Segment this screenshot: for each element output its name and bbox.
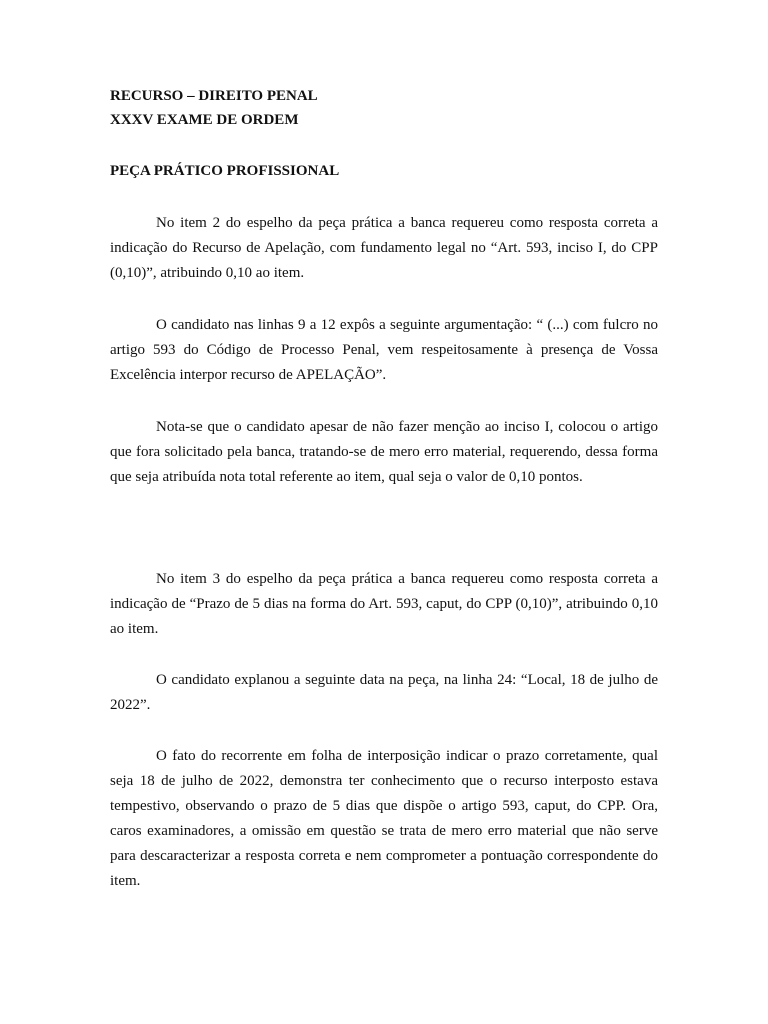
paragraph-item-3-requirement: No item 3 do espelho da peça prática a banca requereu como resposta correta a indicação de “Prazo de 5 dias na forma do Art. 593, caput, do CPP (0,10)”, atribuindo 0,10 ao item. — [110, 571, 658, 637]
paragraph-item-2-candidate-argument: O candidato nas linhas 9 a 12 expôs a seguinte argumentação: “ (...) com fulcro no artigo 593 do Código de Processo Penal, vem respeitosamente à presença de Vossa Excelência interpor recurso de APELAÇÃO”. — [110, 317, 658, 383]
document-title: RECURSO – DIREITO PENAL — [110, 88, 318, 104]
paragraph-item-3-argument: O fato do recorrente em folha de interposição indicar o prazo corretamente, qual seja 18 de julho de 2022, demonstra ter conhecimento que o recurso interposto estava tempestivo, observando o prazo de 5 dias que dispõe o artigo 593, caput, do CPP. Ora, caros examinadores, a omissão em questão se trata de mero erro material que não serve para descaracterizar a resposta correta e nem comprometer a pontuação correspondente do item. — [110, 748, 658, 889]
paragraph-item-2-requirement: No item 2 do espelho da peça prática a banca requereu como resposta correta a indicação do Recurso de Apelação, com fundamento legal no “Art. 593, inciso I, do CPP (0,10)”, atribuindo 0,10 ao item. — [110, 215, 658, 281]
section-title: PEÇA PRÁTICO PROFISSIONAL — [110, 163, 340, 179]
document-page — [110, 84, 658, 894]
paragraph-item-3-candidate-date: O candidato explanou a seguinte data na peça, na linha 24: “Local, 18 de julho de 2022”. — [110, 672, 658, 713]
exam-name: XXXV EXAME DE ORDEM — [110, 112, 299, 128]
paragraph-item-2-request: Nota-se que o candidato apesar de não fazer menção ao inciso I, colocou o artigo que fora solicitado pela banca, tratando-se de mero erro material, requerendo, dessa forma que seja atribuída nota total referente ao item, qual seja o valor de 0,10 pontos. — [110, 419, 658, 485]
